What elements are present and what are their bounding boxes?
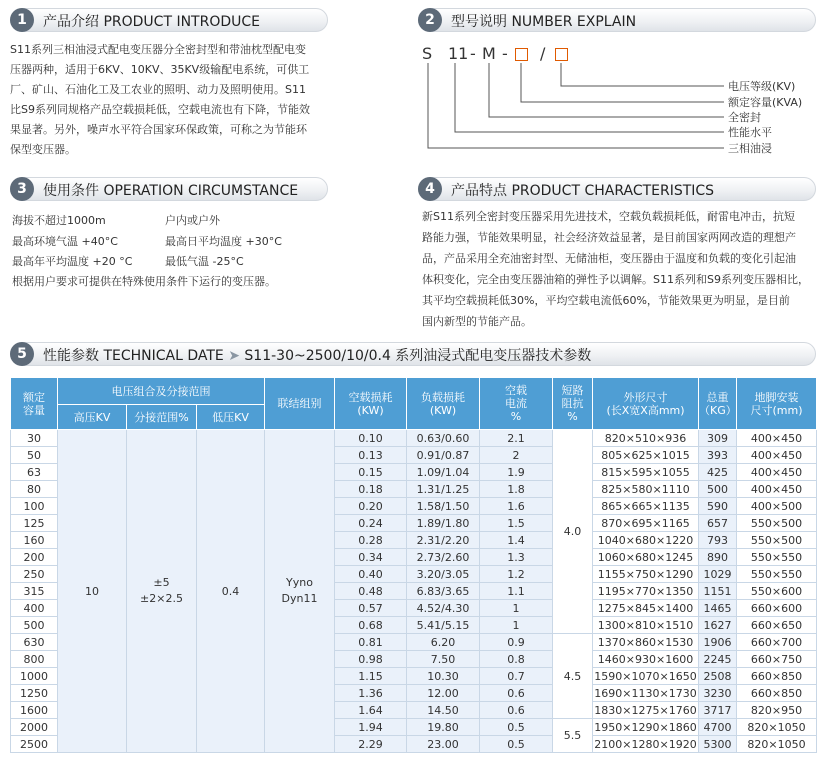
header-base: 地脚安装 尺寸(mm) [737, 378, 817, 430]
header-voltage-group: 电压组合及分接范围 [58, 378, 265, 405]
section-header-technical-data [10, 342, 816, 366]
cell-noload-current: 2 [480, 447, 553, 464]
cell-noload-loss: 1.36 [335, 685, 407, 702]
cell-weight: 1906 [699, 634, 737, 651]
cell-dimensions: 1040×680×1220 [593, 532, 699, 549]
cell-capacity: 30 [11, 430, 58, 447]
cell-weight: 793 [699, 532, 737, 549]
technical-date-title: 性能参数 TECHNICAL DATE [43, 348, 224, 364]
model-code-s: S [422, 44, 433, 63]
cell-dimensions: 820×510×936 [593, 430, 699, 447]
model-explain-lines [0, 0, 822, 200]
cell-dimensions: 1590×1070×1650 [594, 669, 697, 683]
cell-dimensions: 2100×1280×1920 [594, 737, 697, 751]
cell-noload-current: 1.4 [480, 532, 553, 549]
cell-capacity: 50 [11, 447, 58, 464]
cell-weight: 393 [699, 447, 737, 464]
model-code-dash: - [502, 44, 508, 63]
text-line: 果显著。另外，噪声水平符合国家环保政策，可称之为节能环 [10, 123, 307, 136]
cell-dimensions: 1460×930×1600 [593, 651, 699, 668]
cell-dimensions: 1370×860×1530 [593, 634, 699, 651]
cell-load-loss: 6.83/3.65 [407, 583, 480, 600]
series-title: S11-30~2500/10/0.4 系列油浸式配电变压器技术参数 [244, 348, 592, 364]
cell-dimensions: 865×665×1135 [593, 498, 699, 515]
condition-max-daily-avg: 最高日平均温度 +30°C [165, 235, 282, 248]
cell-dimensions: 1195×770×1350 [593, 583, 699, 600]
section-number-3: 3 [10, 177, 34, 201]
header-impedance: 短路 阻抗 % [553, 378, 593, 430]
text-line: S11系列三相油浸式配电变压器分全密封型和带油枕型配电变 [10, 43, 306, 56]
cell-load-loss: 19.80 [407, 719, 480, 736]
cell-load-loss: 23.00 [407, 736, 480, 753]
cell-capacity: 800 [11, 651, 58, 668]
cell-noload-current: 1.2 [480, 566, 553, 583]
section-number-5: 5 [10, 342, 34, 366]
cell-base: 550×550 [737, 549, 817, 566]
section-header-product-characteristics [418, 177, 816, 201]
cell-impedance: 4.5 [553, 634, 593, 719]
label-rated-capacity: 额定容量(KVA) [728, 96, 803, 109]
cell-noload-current: 1.5 [480, 515, 553, 532]
label-voltage-level: 电压等级(KV) [728, 80, 796, 93]
section-header-operation-circumstance [10, 177, 328, 201]
cell-base: 820×1050 [737, 719, 817, 736]
cell-weight: 1465 [699, 600, 737, 617]
cell-capacity: 125 [11, 515, 58, 532]
cell-noload-loss: 0.98 [335, 651, 407, 668]
cell-dimensions: 805×625×1015 [593, 447, 699, 464]
cell-weight: 890 [699, 549, 737, 566]
cell-capacity: 160 [11, 532, 58, 549]
cell-capacity: 250 [11, 566, 58, 583]
cell-dimensions: 1060×680×1245 [593, 549, 699, 566]
section-number-2: 2 [418, 8, 442, 32]
cell-base: 400×450 [737, 481, 817, 498]
cell-base: 660×600 [737, 600, 817, 617]
section-number-4: 4 [418, 177, 442, 201]
cell-noload-current: 1.3 [480, 549, 553, 566]
cell-weight: 2508 [699, 668, 737, 685]
cell-load-loss: 6.20 [407, 634, 480, 651]
cell-noload-loss: 1.15 [335, 668, 407, 685]
cell-capacity: 80 [11, 481, 58, 498]
cell-base: 550×550 [737, 566, 817, 583]
cell-base: 660×700 [737, 634, 817, 651]
cell-noload-current: 0.7 [480, 668, 553, 685]
cell-noload-loss: 0.34 [335, 549, 407, 566]
cell-capacity: 630 [11, 634, 58, 651]
cell-dimensions: 1690×1130×1730 [594, 686, 697, 700]
cell-load-loss: 2.73/2.60 [407, 549, 480, 566]
cell-hv: 10 [58, 430, 127, 753]
cell-load-loss: 1.89/1.80 [407, 515, 480, 532]
cell-noload-loss: 1.94 [335, 719, 407, 736]
cell-weight: 4700 [699, 719, 737, 736]
cell-dimensions: 1830×1275×1760 [594, 703, 697, 717]
cell-base: 400×450 [737, 447, 817, 464]
cell-noload-loss: 0.28 [335, 532, 407, 549]
section-number-1: 1 [10, 8, 34, 32]
cell-noload-current: 1 [480, 600, 553, 617]
section-title: 使用条件 OPERATION CIRCUMSTANCE [43, 183, 299, 199]
product-characteristics-text [422, 206, 820, 332]
cell-dimensions: 825×580×1110 [593, 481, 699, 498]
label-performance-level: 性能水平 [728, 126, 772, 139]
section-title: 产品特点 PRODUCT CHARACTERISTICS [451, 183, 715, 199]
cell-capacity: 200 [11, 549, 58, 566]
cell-load-loss: 14.50 [407, 702, 480, 719]
cell-base: 400×450 [737, 430, 817, 447]
condition-max-yearly-avg: 最高年平均温度 +20 °C [12, 255, 133, 268]
cell-noload-loss: 0.24 [335, 515, 407, 532]
cell-base: 660×750 [737, 651, 817, 668]
cell-load-loss: 0.91/0.87 [407, 447, 480, 464]
cell-lv: 0.4 [197, 430, 265, 753]
cell-load-loss: 1.09/1.04 [407, 464, 480, 481]
cell-load-loss: 12.00 [407, 685, 480, 702]
cell-load-loss: 3.20/3.05 [407, 566, 480, 583]
condition-max-ambient: 最高环境气温 +40°C [12, 235, 118, 248]
cell-dimensions: 815×595×1055 [593, 464, 699, 481]
cell-load-loss: 4.52/4.30 [407, 600, 480, 617]
cell-noload-current: 0.6 [480, 685, 553, 702]
cell-noload-current: 1 [480, 617, 553, 634]
condition-indoor-outdoor: 户内或户外 [165, 214, 220, 227]
cell-noload-current: 1.9 [480, 464, 553, 481]
cell-load-loss: 7.50 [407, 651, 480, 668]
cell-noload-current: 1.8 [480, 481, 553, 498]
cell-noload-loss: 0.68 [335, 617, 407, 634]
cell-weight: 590 [699, 498, 737, 515]
cell-base: 820×1050 [737, 736, 817, 753]
header-hv: 高压KV [58, 405, 127, 430]
cell-impedance: 4.0 [553, 430, 593, 634]
cell-capacity: 500 [11, 617, 58, 634]
section-title [43, 345, 591, 365]
cell-base: 550×500 [737, 515, 817, 532]
cell-weight: 657 [699, 515, 737, 532]
cell-dimensions: 1950×1290×1860 [594, 720, 697, 734]
model-code-dash: - [470, 44, 476, 63]
cell-dimensions: 870×695×1165 [593, 515, 699, 532]
text-line: 保型变压器。 [10, 143, 76, 156]
cell-load-loss: 10.30 [407, 668, 480, 685]
condition-special: 根据用户要求可提供在特殊使用条件下运行的变压器。 [12, 275, 276, 288]
cell-dimensions: 1155×750×1290 [593, 566, 699, 583]
cell-weight: 3230 [699, 685, 737, 702]
cell-capacity: 315 [11, 583, 58, 600]
model-code-11: 11 [448, 44, 469, 63]
model-code-slash: / [540, 44, 546, 63]
cell-weight: 3717 [699, 702, 737, 719]
cell-weight: 309 [699, 430, 737, 447]
cell-dimensions: 1300×810×1510 [593, 617, 699, 634]
cell-base: 400×450 [737, 464, 817, 481]
cell-weight: 500 [699, 481, 737, 498]
cell-noload-current: 1.6 [480, 498, 553, 515]
header-lv: 低压KV [197, 405, 265, 430]
cell-load-loss: 0.63/0.60 [407, 430, 480, 447]
header-noload-loss: 空载损耗 (KW) [335, 378, 407, 430]
text-line: 其平均空载损耗低30%，平均空载电流低60%，节能效果更为明显，是目前 [422, 294, 790, 307]
cell-noload-loss: 0.20 [335, 498, 407, 515]
header-dimensions: 外形尺寸 (长X宽X高mm) [593, 378, 699, 430]
cell-load-loss: 1.58/1.50 [407, 498, 480, 515]
cell-capacity: 2000 [11, 719, 58, 736]
condition-altitude: 海拔不超过1000m [12, 214, 106, 227]
cell-capacity: 1600 [11, 702, 58, 719]
cell-connection: Yyno Dyn11 [265, 430, 335, 753]
text-line: 国内新型的节能产品。 [422, 315, 532, 328]
cell-noload-loss: 0.40 [335, 566, 407, 583]
cell-noload-loss: 0.48 [335, 583, 407, 600]
cell-weight: 425 [699, 464, 737, 481]
cell-capacity: 1000 [11, 668, 58, 685]
cell-weight: 1627 [699, 617, 737, 634]
label-three-phase-oil: 三相油浸 [728, 142, 772, 155]
cell-noload-current: 0.6 [480, 702, 553, 719]
cell-noload-current: 2.1 [480, 430, 553, 447]
cell-base: 660×850 [737, 685, 817, 702]
cell-weight: 1151 [699, 583, 737, 600]
cell-load-loss: 1.31/1.25 [407, 481, 480, 498]
text-line: 品，产品采用全充油密封型、无储油柜，变压器由于温度和负载的变化引起油 [422, 252, 796, 265]
cell-capacity: 100 [11, 498, 58, 515]
text-line: 新S11系列全密封变压器采用先进技术，空载负载损耗低，耐雷电冲击，抗短 [422, 210, 795, 223]
cell-dimensions: 1275×845×1400 [593, 600, 699, 617]
header-connection: 联结组别 [265, 378, 335, 430]
cell-load-loss: 2.31/2.20 [407, 532, 480, 549]
text-line: 体积变化，完全由变压器油箱的弹性予以调解。S11系列和S9系列变压器相比， [422, 273, 809, 286]
cell-tap: ±5 ±2×2.5 [127, 430, 197, 753]
cell-noload-loss: 2.29 [335, 736, 407, 753]
cell-weight: 5300 [699, 736, 737, 753]
header-weight: 总重 （KG） [699, 378, 737, 430]
condition-min-temp: 最低气温 -25°C [165, 255, 244, 268]
cell-weight: 2245 [699, 651, 737, 668]
cell-noload-loss: 0.13 [335, 447, 407, 464]
arrow-right-icon: ➤ [228, 348, 240, 364]
cell-noload-current: 0.5 [480, 719, 553, 736]
header-noload-current: 空载 电流 % [480, 378, 553, 430]
cell-noload-loss: 0.15 [335, 464, 407, 481]
cell-capacity: 1250 [11, 685, 58, 702]
cell-noload-loss: 0.18 [335, 481, 407, 498]
text-line: 厂、矿山、石油化工及工农业的照明、动力及照明使用。S11 [10, 83, 306, 96]
cell-capacity: 63 [11, 464, 58, 481]
cell-base: 660×850 [737, 668, 817, 685]
header-capacity: 额定 容量 [11, 378, 58, 430]
cell-base: 820×950 [737, 702, 817, 719]
header-load-loss: 负载损耗 (KW) [407, 378, 480, 430]
cell-noload-current: 0.8 [480, 651, 553, 668]
cell-impedance: 5.5 [553, 719, 593, 753]
cell-load-loss: 5.41/5.15 [407, 617, 480, 634]
cell-capacity: 2500 [11, 736, 58, 753]
cell-base: 550×600 [737, 583, 817, 600]
text-line: 比S9系列同规格产品空载损耗低，空载电流也有下降，节能效 [10, 103, 310, 116]
model-code-m: M [482, 44, 496, 63]
cell-noload-loss: 0.57 [335, 600, 407, 617]
table-row [11, 430, 817, 447]
cell-base: 660×650 [737, 617, 817, 634]
cell-noload-loss: 1.64 [335, 702, 407, 719]
cell-noload-current: 0.5 [480, 736, 553, 753]
cell-noload-current: 0.9 [480, 634, 553, 651]
cell-base: 550×500 [737, 532, 817, 549]
section-title: 型号说明 NUMBER EXPLAIN [451, 14, 637, 30]
label-fully-sealed: 全密封 [728, 111, 761, 124]
cell-noload-loss: 0.10 [335, 430, 407, 447]
text-line: 压器两种，适用于6KV、10KV、35KV级输配电系统，可供工 [10, 63, 310, 76]
section-title: 产品介绍 PRODUCT INTRODUCE [43, 14, 260, 30]
technical-data-table [10, 377, 817, 753]
cell-capacity: 400 [11, 600, 58, 617]
text-line: 路能力强，节能效果明显，社会经济效益显著，是目前国家两网改造的理想产 [422, 231, 796, 244]
cell-weight: 1029 [699, 566, 737, 583]
cell-base: 400×500 [737, 498, 817, 515]
cell-noload-current: 1.1 [480, 583, 553, 600]
header-tap: 分接范围% [127, 405, 197, 430]
cell-noload-loss: 0.81 [335, 634, 407, 651]
